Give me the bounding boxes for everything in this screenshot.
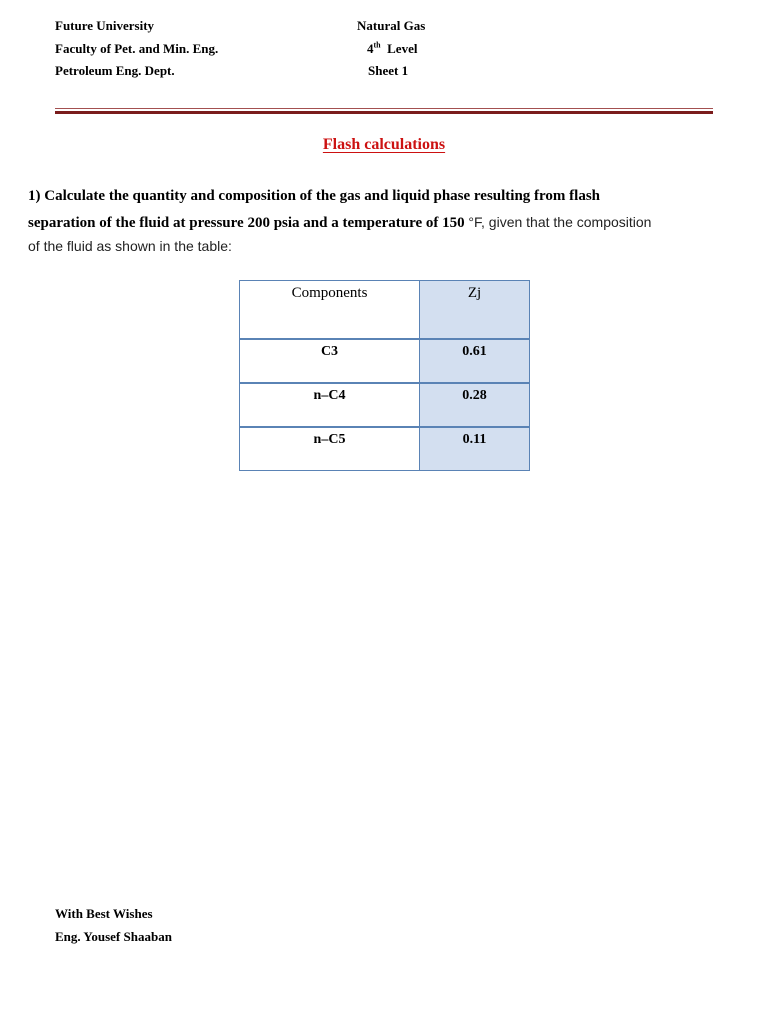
table-row: [239, 427, 530, 471]
table-row: [239, 339, 530, 383]
table-row: [239, 383, 530, 427]
page-title: [0, 136, 768, 154]
table-header-components: Components: [239, 280, 420, 339]
header-level: [367, 41, 417, 57]
question-line-2: [28, 214, 651, 232]
header-rule-main: [55, 111, 713, 114]
header-level-number: 4: [367, 41, 374, 56]
header-level-suffix: th: [373, 40, 381, 50]
table-cell-component: n–C4: [239, 383, 420, 427]
footer-wishes: With Best Wishes: [55, 906, 153, 921]
table-cell-component: C3: [239, 339, 420, 383]
header-department: Petroleum Eng. Dept.: [55, 63, 175, 78]
question-line-2-normal: °F, given that the composition: [468, 214, 652, 230]
table-cell-zj: 0.11: [420, 427, 530, 471]
table-cell-zj: 0.61: [420, 339, 530, 383]
header-faculty: Faculty of Pet. and Min. Eng.: [55, 41, 219, 56]
table-cell-zj: 0.28: [420, 383, 530, 427]
question-line-3: of the fluid as shown in the table:: [28, 238, 232, 254]
question-line-1: 1) Calculate the quantity and composition of the gas and liquid phase resulting from flash: [28, 188, 601, 204]
header-level-word: Level: [387, 41, 418, 56]
header-university: Future University: [55, 18, 155, 33]
header-rule-top: [55, 108, 713, 109]
question-line-2-bold: separation of the fluid at pressure 200 psia and a temperature of 150: [28, 215, 469, 231]
header-sheet: Sheet 1: [368, 63, 409, 78]
table-cell-component: n–C5: [239, 427, 420, 471]
table-header-row: [239, 280, 530, 339]
page-title-text: Flash calculations: [322, 136, 446, 153]
table-header-zj: Zj: [420, 280, 530, 339]
footer-author: Eng. Yousef Shaaban: [55, 929, 172, 944]
header-course: Natural Gas: [357, 18, 426, 33]
